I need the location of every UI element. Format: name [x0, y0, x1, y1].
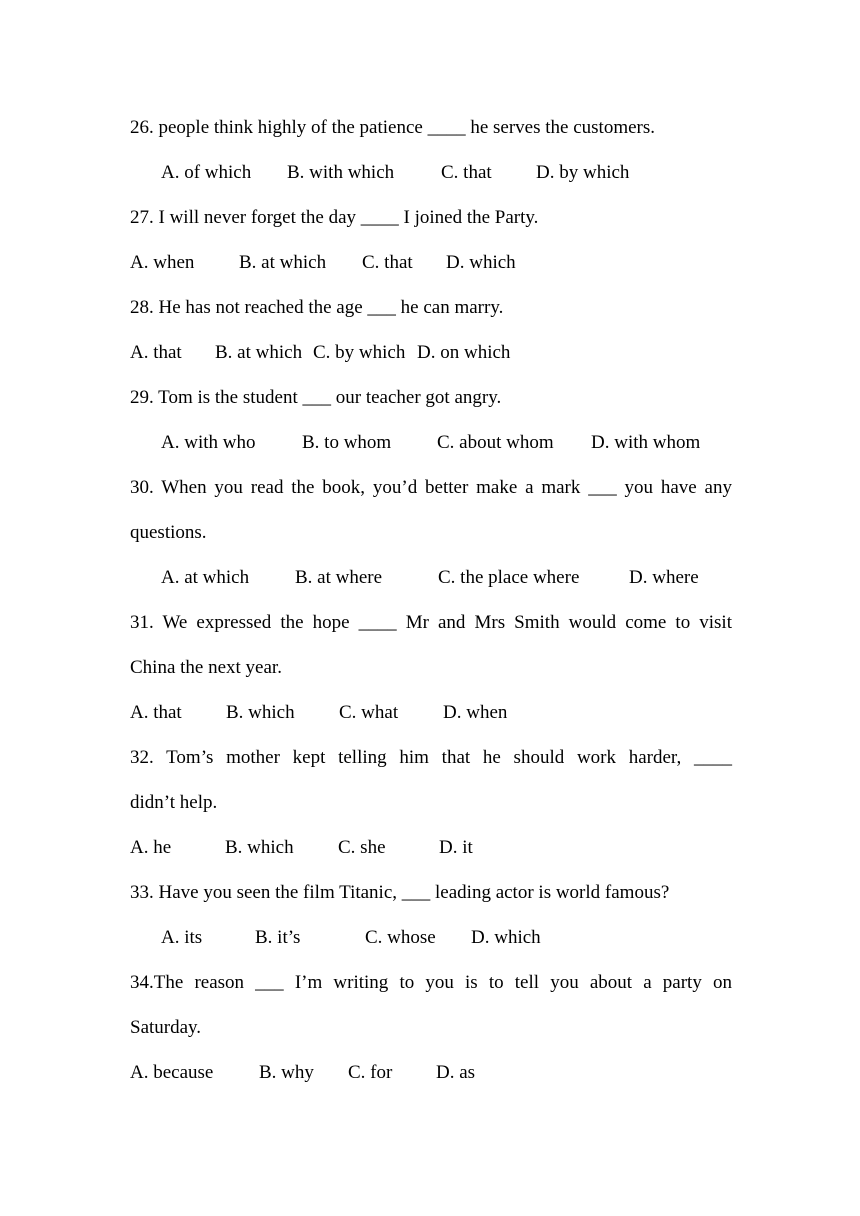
question-stem-line-1: We expressed the hope ____ Mr and Mrs Smith would come to visit — [162, 612, 732, 633]
option-d[interactable]: D. where — [629, 567, 699, 588]
question-stem: I will never forget the day ____ I joined the Party. — [158, 207, 539, 228]
option-b[interactable]: B. it’s — [255, 927, 301, 948]
question-sheet — [130, 105, 732, 1095]
question-stem-line-2: didn’t help. — [130, 792, 218, 813]
option-d[interactable]: D. when — [443, 702, 508, 723]
question-33-options — [130, 915, 732, 960]
question-29-options — [130, 420, 732, 465]
option-b[interactable]: B. why — [259, 1062, 314, 1083]
question-34 — [130, 960, 732, 1005]
option-c[interactable]: C. that — [441, 162, 492, 183]
option-a[interactable]: A. that — [130, 702, 182, 723]
option-c[interactable]: C. what — [339, 702, 399, 723]
question-26-options — [130, 150, 732, 195]
option-a[interactable]: A. that — [130, 342, 182, 363]
question-number: 29. — [130, 387, 154, 408]
option-c[interactable]: C. the place where — [438, 567, 580, 588]
question-number: 32. — [130, 747, 154, 768]
option-b[interactable]: B. to whom — [302, 432, 392, 453]
question-stem: Tom is the student ___ our teacher got angry. — [158, 387, 502, 408]
option-a[interactable]: A. at which — [161, 567, 250, 588]
option-b[interactable]: B. which — [226, 702, 295, 723]
question-32 — [130, 735, 732, 780]
question-28-options — [130, 330, 732, 375]
question-stem: He has not reached the age ___ he can marry. — [158, 297, 504, 318]
question-30-continued — [130, 510, 732, 555]
option-b[interactable]: B. at where — [295, 567, 383, 588]
question-30 — [130, 465, 732, 510]
option-c[interactable]: C. she — [338, 837, 386, 858]
question-30-options — [130, 555, 732, 600]
option-c[interactable]: C. by which — [313, 342, 406, 363]
question-34-options — [130, 1050, 732, 1095]
question-33 — [130, 870, 732, 915]
option-a[interactable]: A. because — [130, 1062, 214, 1083]
question-number: 30. — [130, 477, 154, 498]
option-c[interactable]: C. whose — [365, 927, 436, 948]
question-stem-line-2: Saturday. — [130, 1017, 202, 1038]
option-d[interactable]: D. it — [439, 837, 473, 858]
question-stem-line-1: When you read the book, you’d better make a mark ___ you have any — [161, 477, 732, 498]
question-stem-line-2: questions. — [130, 522, 207, 543]
option-b[interactable]: B. at which — [215, 342, 303, 363]
question-number: 27. — [130, 207, 154, 228]
question-31-options — [130, 690, 732, 735]
question-stem-line-2: China the next year. — [130, 657, 282, 678]
question-number: 31. — [130, 612, 154, 633]
question-31 — [130, 600, 732, 645]
question-32-options — [130, 825, 732, 870]
option-b[interactable]: B. which — [225, 837, 294, 858]
question-number: 26. — [130, 117, 154, 138]
option-a[interactable]: A. with who — [161, 432, 256, 453]
option-c[interactable]: C. that — [362, 252, 413, 273]
option-a[interactable]: A. when — [130, 252, 195, 273]
question-number: 33. — [130, 882, 154, 903]
question-27-options — [130, 240, 732, 285]
option-c[interactable]: C. about whom — [437, 432, 554, 453]
option-a[interactable]: A. he — [130, 837, 172, 858]
option-b[interactable]: B. with which — [287, 162, 395, 183]
question-stem: Have you seen the film Titanic, ___ leading actor is world famous? — [158, 882, 670, 903]
option-a[interactable]: A. of which — [161, 162, 252, 183]
question-27 — [130, 195, 732, 240]
option-d[interactable]: D. by which — [536, 162, 630, 183]
option-d[interactable]: D. as — [436, 1062, 476, 1083]
option-d[interactable]: D. with whom — [591, 432, 701, 453]
question-stem: people think highly of the patience ____ he serves the customers. — [158, 117, 656, 138]
option-a[interactable]: A. its — [161, 927, 203, 948]
question-31-continued — [130, 645, 732, 690]
option-b[interactable]: B. at which — [239, 252, 327, 273]
question-number: 28. — [130, 297, 154, 318]
question-28 — [130, 285, 732, 330]
question-26 — [130, 105, 732, 150]
option-d[interactable]: D. which — [446, 252, 516, 273]
question-34-continued — [130, 1005, 732, 1050]
option-c[interactable]: C. for — [348, 1062, 393, 1083]
option-d[interactable]: D. which — [471, 927, 541, 948]
option-d[interactable]: D. on which — [417, 342, 511, 363]
question-stem-line-1: The reason ___ I’m writing to you is to tell you about a party on — [153, 972, 732, 993]
question-29 — [130, 375, 732, 420]
question-stem-line-1: Tom’s mother kept telling him that he should work harder, ____ — [166, 747, 732, 768]
question-32-continued — [130, 780, 732, 825]
question-number: 34. — [130, 972, 154, 993]
